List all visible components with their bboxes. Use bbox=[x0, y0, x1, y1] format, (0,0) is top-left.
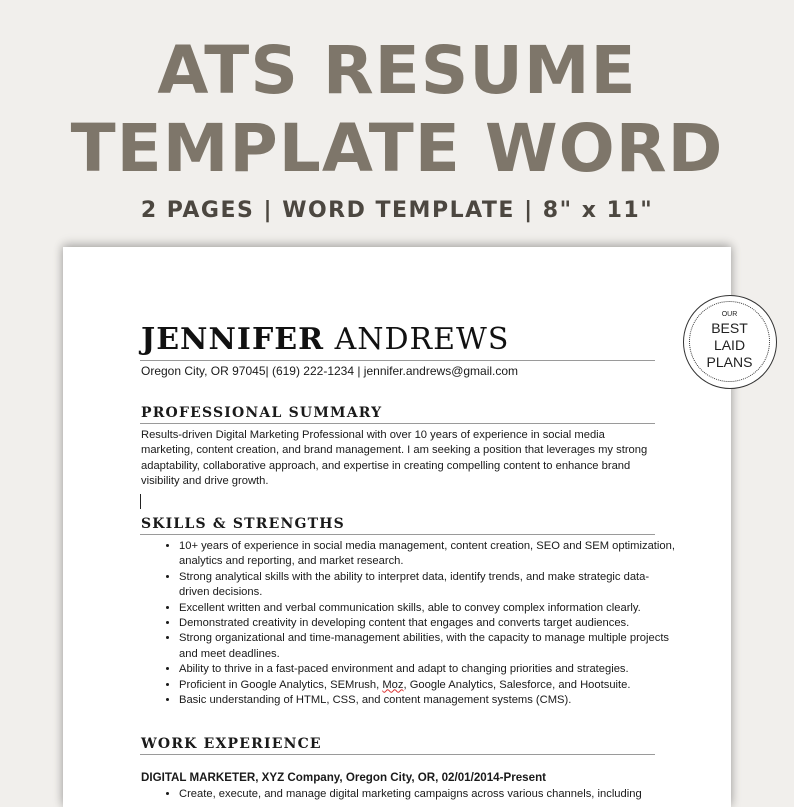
skill-item: • Demonstrated creativity in developing content that engages and converts target audiences. bbox=[179, 616, 679, 631]
skill-item: • Strong analytical skills with the ability to interpret data, identify trends, and make strategic data-driven decisions. bbox=[179, 570, 679, 601]
skill-item: • 10+ years of experience in social media management, content creation, SEO and SEM optimization, analytics and reporting, and market research. bbox=[179, 539, 679, 570]
resume-first-name: JENNIFER bbox=[141, 322, 325, 357]
skill-item: • Ability to thrive in a fast-paced environment and adapt to changing priorities and strategies. bbox=[179, 662, 679, 677]
badge-small-text: OUR bbox=[721, 311, 738, 318]
skills-list bbox=[161, 539, 679, 708]
badge-word-2: LAID bbox=[713, 337, 746, 353]
skills-divider bbox=[140, 534, 655, 535]
job-bullets bbox=[161, 787, 679, 802]
spellcheck-flagged-word[interactable]: Moz bbox=[382, 678, 404, 691]
skill-item: • Strong organizational and time-management abilities, with the capacity to manage multiple projects and meet deadlines. bbox=[179, 631, 679, 662]
resume-page bbox=[63, 247, 753, 807]
badge-word-3: PLANS bbox=[706, 354, 753, 370]
resume-last-name: ANDREWS bbox=[334, 322, 510, 357]
text-cursor bbox=[140, 494, 141, 509]
summary-divider bbox=[140, 423, 655, 424]
job-title: DIGITAL MARKETER, XYZ Company, Oregon City, OR, 02/01/2014-Present bbox=[141, 771, 547, 784]
job-bullet-item: • Create, execute, and manage digital marketing campaigns across various channels, including bbox=[179, 787, 679, 802]
banner-title-line-1: ATS RESUME bbox=[157, 32, 637, 109]
skill-item bbox=[179, 678, 679, 693]
brand-badge-ring bbox=[689, 301, 770, 382]
skill-item: • Excellent written and verbal communication skills, able to convey complex information clearly. bbox=[179, 601, 679, 616]
contact-line: Oregon City, OR 97045| (619) 222-1234 | jennifer.andrews@gmail.com bbox=[141, 364, 519, 378]
badge-word-1: BEST bbox=[711, 320, 748, 336]
skills-heading: SKILLS & STRENGTHS bbox=[141, 516, 345, 532]
summary-text: Results-driven Digital Marketing Professional with over 10 years of experience in social media marketing, content creation, and brand management. I am seeking a position that leverages my strong adaptability, collaborative approach, and expertise in creating compelling content to enhance brand visibility and drive growth. bbox=[141, 429, 648, 488]
resume-name bbox=[141, 323, 509, 357]
skill-tools-text-b: , Google Analytics, Salesforce, and Hootsuite. bbox=[403, 678, 631, 691]
skill-item: • Basic understanding of HTML, CSS, and content management systems (CMS). bbox=[179, 693, 679, 708]
skill-tools-text-a: Proficient in Google Analytics, SEMrush, bbox=[179, 678, 383, 691]
brand-badge bbox=[683, 295, 777, 389]
name-divider bbox=[140, 360, 655, 361]
banner-title-line-2: TEMPLATE WORD bbox=[70, 110, 724, 187]
work-heading: WORK EXPERIENCE bbox=[141, 736, 322, 752]
work-divider bbox=[140, 754, 655, 755]
banner-subtitle: 2 PAGES | WORD TEMPLATE | 8" x 11" bbox=[140, 198, 654, 223]
summary-heading: PROFESSIONAL SUMMARY bbox=[141, 405, 383, 421]
